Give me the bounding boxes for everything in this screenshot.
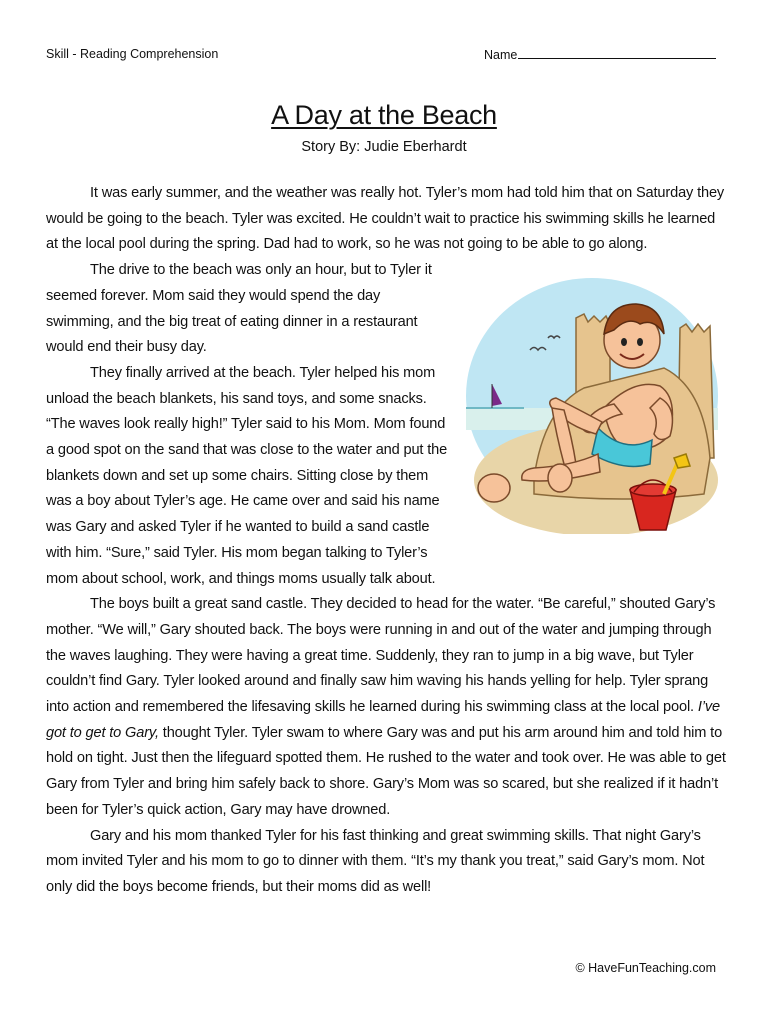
name-label: Name bbox=[484, 48, 518, 62]
story-paragraph-1 bbox=[46, 181, 726, 258]
paragraph-italic-thought: I’ve got to get to Gary, bbox=[46, 699, 720, 741]
name-field bbox=[484, 47, 716, 62]
paragraph-text: It was early summer, and the weather was really hot. Tyler’s mom had told him that on Saturday they would be going to the beach. Tyler was excited. He couldn’t wait to practice his swimming skills he learned at the local pool during the spring. Dad had to work, so he was not going to be able to go along. bbox=[46, 185, 725, 253]
story-byline: Story By: Judie Eberhardt bbox=[301, 139, 467, 155]
boy-sandcastle-illustration bbox=[464, 258, 726, 546]
paragraph-text: thought Tyler. Tyler swam to where Gary was and put his arm around him and told him to hold on tight. Just then the lifeguard spotted them. He rushed to the water and took over. He was able to get Gary from Tyler and bring him safely back to shore. Gary’s Mom was so scared, but she realized if it hadn’t been for Tyler’s quick action, Gary may have drowned. bbox=[46, 724, 726, 818]
name-blank-line bbox=[518, 47, 716, 59]
paragraph-text: Gary and his mom thanked Tyler for his fast thinking and great swimming skills. That night Gary’s mom invited Tyler and his mom to go to dinner with them. “It’s my thank you treat,” said Gary’s mom. Not only did the boys become friends, but their moms did as well! bbox=[46, 827, 705, 895]
story-paragraph-4 bbox=[46, 592, 726, 823]
paragraph-text: The boys built a great sand castle. They decided to head for the water. “Be careful,” shouted Gary’s mother. “We will,” Gary shouted back. The boys were running in and out of the water and jumping through the waves laughing. They were having a great time. Suddenly, they ran to jump in a big wave, but Tyler couldn’t find Gary. Tyler looked around and finally saw him waving his hands yelling for help. Tyler sprang into action and remembered the lifesaving skills he learned during his swimming class at the local pool. bbox=[46, 596, 716, 716]
paragraph-text: They finally arrived at the beach. Tyler helped his mom unload the beach blankets, his sand toys, and some snacks. “The waves look really high!” Tyler said to his Mom. Mom found a good spot on the sand that was close to the water and put the blankets down and set up some chairs. Sitting close by them was a boy about Tyler’s age. He came over and said his name was Gary and asked Tyler if he wanted to build a sand castle with him. “Sure,” said Tyler. His mom began talking to Tyler’s mom about school, work, and things moms usually talk about. bbox=[46, 364, 448, 587]
illustration-svg bbox=[464, 258, 726, 534]
paragraph-text: The drive to the beach was only an hour, but to Tyler it seemed forever. Mom said they would spend the day swimming, and the big treat of eating dinner in a restaurant would end their busy day. bbox=[46, 262, 432, 356]
story-title: A Day at the Beach bbox=[271, 100, 497, 130]
skill-label: Skill - Reading Comprehension bbox=[46, 47, 219, 61]
copyright-footer: © HaveFunTeaching.com bbox=[575, 961, 716, 975]
story-body bbox=[46, 181, 726, 901]
story-paragraph-5 bbox=[46, 824, 726, 901]
